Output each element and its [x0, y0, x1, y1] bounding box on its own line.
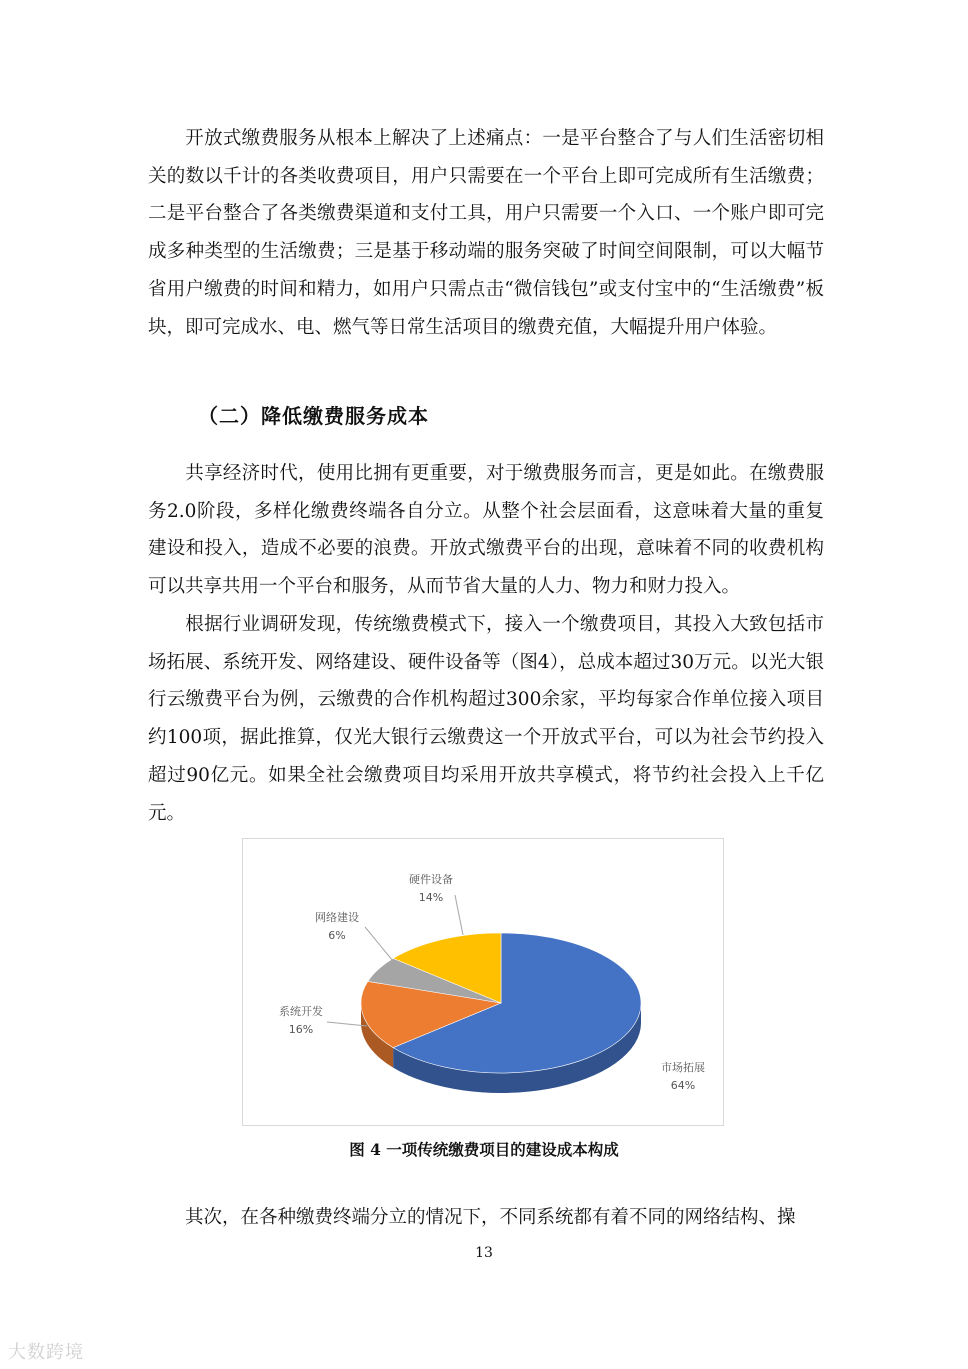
- pie-label-system: 系统开发: [279, 1005, 323, 1018]
- paragraph-3: [148, 606, 824, 832]
- pie-value-hardware: 14%: [418, 891, 444, 904]
- leader-line-network: [365, 927, 393, 961]
- pie-value-market: 64%: [670, 1079, 696, 1092]
- paragraph-4: [148, 1199, 824, 1237]
- leader-line-hardware: [455, 895, 463, 935]
- watermark: 大数跨境: [8, 1342, 84, 1363]
- paragraph-2-text: 共享经济时代，使用比拥有更重要，对于缴费服务而言，更是如此。在缴费服务2.0阶段，多样化缴费终端各自分立。从整个社会层面看，这意味着大量的重复建设和投入，造成不必要的浪费。开放式缴费平台的出现，意味着不同的收费机构可以共享共用一个平台和服务，从而节省大量的人力、物力和财力投入。: [148, 463, 824, 598]
- pie-value-network: 6%: [328, 929, 346, 942]
- pie-chart-frame: [242, 838, 724, 1126]
- pie-label-hardware: 硬件设备: [409, 873, 453, 886]
- figure-caption: 图 4 一项传统缴费项目的建设成本构成: [349, 1140, 619, 1159]
- pie-value-system: 16%: [288, 1023, 314, 1036]
- paragraph-1: [148, 120, 824, 346]
- paragraph-3-text: 根据行业调研发现，传统缴费模式下，接入一个缴费项目，其投入大致包括市场拓展、系统开发、网络建设、硬件设备等（图4），总成本超过30万元。以光大银行云缴费平台为例，云缴费的合作机构超过300余家，平均每家合作单位接入项目约100项，据此推算，仅光大银行云缴费这一个开放式平台，可以为社会节约投入超过90亿元。如果全社会缴费项目均采用开放共享模式，将节约社会投入上千亿元。: [148, 614, 824, 824]
- page-number: 13: [475, 1245, 493, 1261]
- pie-label-network: 网络建设: [315, 911, 359, 924]
- pie-label-market: 市场拓展: [661, 1061, 705, 1074]
- section-heading: （二）降低缴费服务成本: [198, 404, 429, 428]
- paragraph-2: [148, 455, 824, 606]
- paragraph-1-text: 开放式缴费服务从根本上解决了上述痛点：一是平台整合了与人们生活密切相关的数以千计的各类收费项目，用户只需要在一个平台上即可完成所有生活缴费；二是平台整合了各类缴费渠道和支付工具，用户只需要一个入口、一个账户即可完成多种类型的生活缴费；三是基于移动端的服务突破了时间空间限制，可以大幅节省用户缴费的时间和精力，如用户只需点击“微信钱包”或支付宝中的“生活缴费”板块，即可完成水、电、燃气等日常生活项目的缴费充值，大幅提升用户体验。: [148, 128, 824, 338]
- pie-chart: [243, 839, 723, 1125]
- paragraph-4-text: 其次，在各种缴费终端分立的情况下，不同系统都有着不同的网络结构、操: [185, 1207, 796, 1228]
